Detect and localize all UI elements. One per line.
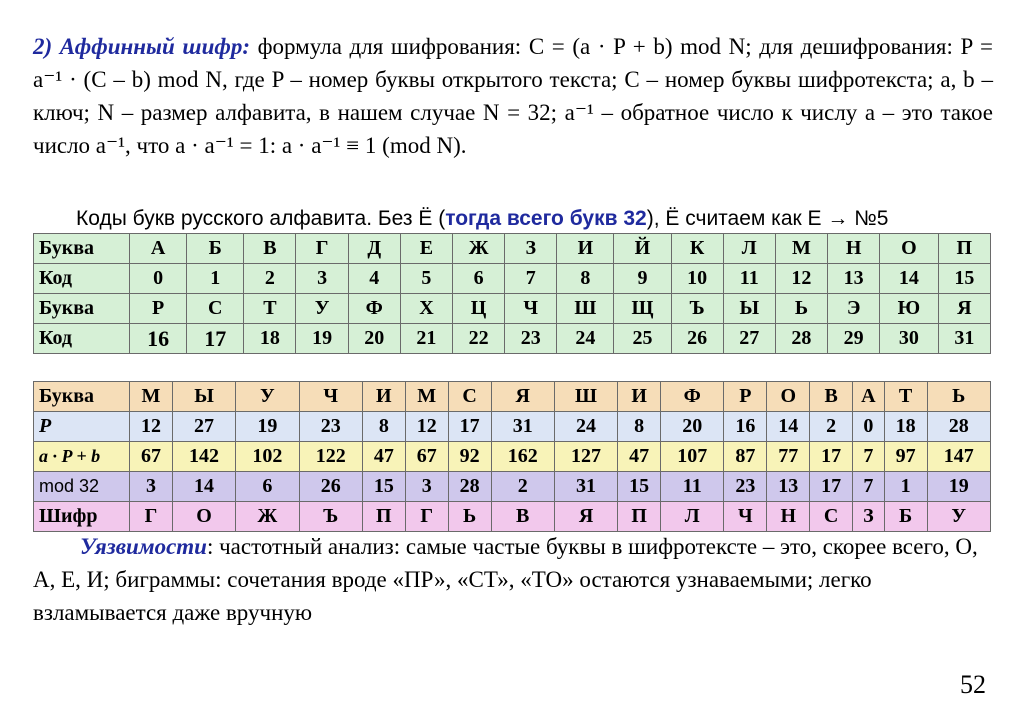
alphabet_table-cell: Б: [187, 234, 244, 264]
example_table-cell: И: [618, 382, 661, 412]
example_table-cell: 27: [172, 412, 235, 442]
caption-before: Коды букв русского алфавита. Без Ё (: [76, 207, 446, 230]
alphabet_table-cell: 27: [723, 324, 775, 354]
example_table-cell: Ъ: [299, 502, 362, 532]
alphabet_table-cell: 24: [557, 324, 614, 354]
example_table-cell: В: [810, 382, 853, 412]
example_table-cell: Ч: [299, 382, 362, 412]
example_table-cell: 28: [927, 412, 990, 442]
example_table-cell: 23: [724, 472, 767, 502]
example_table-cell: 7: [853, 472, 885, 502]
example_table-cell: Т: [884, 382, 927, 412]
example_table-cell: 15: [618, 472, 661, 502]
alphabet_table-cell: 14: [880, 264, 938, 294]
alphabet_table-cell: Г: [296, 234, 348, 264]
example_table-cell: 17: [810, 442, 853, 472]
example_table-cell: 2: [810, 412, 853, 442]
alphabet_table-cell: А: [130, 234, 187, 264]
alphabet-caption: [76, 205, 888, 233]
example_table-cell: 0: [853, 412, 885, 442]
example_table-cell: 19: [236, 412, 299, 442]
alphabet_table-cell: Я: [938, 294, 990, 324]
alphabet_table-cell: 13: [828, 264, 880, 294]
alphabet_table-cell: 5: [400, 264, 452, 294]
example_table-cell: И: [362, 382, 405, 412]
example_table-cell: Ш: [554, 382, 617, 412]
example_table-cell: 127: [554, 442, 617, 472]
example_table-cell: 77: [767, 442, 810, 472]
example_table-row: [34, 412, 991, 442]
vulnerabilities-text: : частотный анализ: самые частые буквы в шифротексте – это, скорее всего, О, А, Е, И; биграммы: сочетания вроде «ПР», «СТ», «ТО» остаются узнаваемыми; легко взламывается даже вручную: [33, 534, 978, 625]
alphabet_table-cell: 16: [130, 324, 187, 354]
alphabet_table-cell: М: [775, 234, 827, 264]
example_table-cell: 97: [884, 442, 927, 472]
alphabet_table-cell: Ю: [880, 294, 938, 324]
example_table-cell: 6: [236, 472, 299, 502]
example_table-cell: 18: [884, 412, 927, 442]
alphabet_table-cell: Щ: [614, 294, 671, 324]
example_table-row-label: mod 32: [34, 472, 130, 502]
alphabet_table-cell: Й: [614, 234, 671, 264]
example_table-cell: 15: [362, 472, 405, 502]
example_table-cell: У: [927, 502, 990, 532]
alphabet_table-cell: 22: [453, 324, 505, 354]
alphabet_table-cell: 15: [938, 264, 990, 294]
example_table-cell: 31: [554, 472, 617, 502]
example_table-cell: 142: [172, 442, 235, 472]
example_table-cell: 92: [448, 442, 491, 472]
example_table-cell: С: [810, 502, 853, 532]
example_table-cell: 107: [661, 442, 724, 472]
example_table-cell: 16: [724, 412, 767, 442]
example_table-cell: 14: [172, 472, 235, 502]
vulnerabilities-paragraph: [33, 530, 993, 629]
alphabet_table-cell: К: [671, 234, 723, 264]
alphabet_table-cell: 19: [296, 324, 348, 354]
example_table-cell: 31: [491, 412, 554, 442]
alphabet_table-cell: 11: [723, 264, 775, 294]
example_table-cell: 162: [491, 442, 554, 472]
example_table-cell: 1: [884, 472, 927, 502]
alphabet_table-cell: Н: [828, 234, 880, 264]
alphabet_table-cell: 31: [938, 324, 990, 354]
example_table-cell: Я: [554, 502, 617, 532]
example_table-cell: Ы: [172, 382, 235, 412]
caption-after: ), Ё считаем как Е → №5: [646, 207, 889, 230]
example_table-cell: Ф: [661, 382, 724, 412]
example_table-row-label: Шифр: [34, 502, 130, 532]
alphabet_table-row-label: Буква: [34, 234, 130, 264]
example_table-cell: 7: [853, 442, 885, 472]
alphabet_table-cell: 29: [828, 324, 880, 354]
alphabet_table-cell: 1: [187, 264, 244, 294]
alphabet_table-row-label: Код: [34, 324, 130, 354]
example_table-cell: Ч: [724, 502, 767, 532]
alphabet_table-cell: 9: [614, 264, 671, 294]
alphabet_table-row-label: Код: [34, 264, 130, 294]
alphabet_table-cell: 6: [453, 264, 505, 294]
example_table-cell: 3: [130, 472, 173, 502]
example_table-cell: 28: [448, 472, 491, 502]
alphabet_table-cell: И: [557, 234, 614, 264]
alphabet_table-row-label: Буква: [34, 294, 130, 324]
example_table-cell: Я: [491, 382, 554, 412]
intro-text: формула для шифрования: C = (a · P + b) mod N; для дешифрования: P = a⁻¹ · (C – b) mod N, где P – номер буквы открытого текста; C – номер буквы шифротекста; a, b – ключ; N – размер алфавита, в нашем случае N = 32; a⁻¹ – обратное число к числу a – это такое число a⁻¹, что a · a⁻¹ = 1: a · a⁻¹ ≡ 1 (mod N).: [33, 34, 994, 158]
example_table-cell: 13: [767, 472, 810, 502]
example_table-cell: Б: [884, 502, 927, 532]
example_table-cell: Ь: [448, 502, 491, 532]
example_table-cell: 24: [554, 412, 617, 442]
example_table-cell: О: [172, 502, 235, 532]
alphabet_table-cell: 2: [244, 264, 296, 294]
example_table-row: [34, 502, 991, 532]
alphabet_table-cell: У: [296, 294, 348, 324]
example_table-cell: М: [405, 382, 448, 412]
example_table-cell: 67: [130, 442, 173, 472]
example_table-cell: Н: [767, 502, 810, 532]
alphabet_table-row: [34, 324, 991, 354]
example_table-cell: Р: [724, 382, 767, 412]
example_table-cell: 47: [362, 442, 405, 472]
example_table-cell: 20: [661, 412, 724, 442]
alphabet_table-cell: Ц: [453, 294, 505, 324]
example_table-cell: 67: [405, 442, 448, 472]
alphabet_table-cell: Ф: [348, 294, 400, 324]
example_table-row-label: Буква: [34, 382, 130, 412]
example_table-cell: 12: [130, 412, 173, 442]
example_table-cell: У: [236, 382, 299, 412]
alphabet_table-cell: Т: [244, 294, 296, 324]
alphabet_table-cell: О: [880, 234, 938, 264]
example_table-cell: 11: [661, 472, 724, 502]
alphabet_table-cell: Ы: [723, 294, 775, 324]
alphabet_table-cell: Е: [400, 234, 452, 264]
example_table-cell: 122: [299, 442, 362, 472]
alphabet_table-cell: З: [505, 234, 557, 264]
example_table-cell: Л: [661, 502, 724, 532]
alphabet_table-cell: Л: [723, 234, 775, 264]
alphabet_table-cell: 12: [775, 264, 827, 294]
example_table-cell: П: [362, 502, 405, 532]
example_table-cell: М: [130, 382, 173, 412]
example_table-row: [34, 472, 991, 502]
example_table-cell: 23: [299, 412, 362, 442]
alphabet_table-cell: 7: [505, 264, 557, 294]
alphabet_table-cell: Р: [130, 294, 187, 324]
example_table-cell: Ж: [236, 502, 299, 532]
alphabet_table-cell: 10: [671, 264, 723, 294]
alphabet_table-cell: П: [938, 234, 990, 264]
alphabet_table-cell: 8: [557, 264, 614, 294]
alphabet_table-cell: 30: [880, 324, 938, 354]
alphabet_table-cell: 3: [296, 264, 348, 294]
alphabet_table-row: [34, 264, 991, 294]
example_table-cell: В: [491, 502, 554, 532]
intro-label: 2) Аффинный шифр:: [33, 34, 250, 59]
example_table-cell: 47: [618, 442, 661, 472]
page-number: 52: [960, 670, 986, 699]
intro-paragraph: [33, 30, 993, 162]
alphabet_table-cell: 25: [614, 324, 671, 354]
example-table: [33, 381, 991, 532]
example_table-cell: 17: [810, 472, 853, 502]
example_table-cell: 3: [405, 472, 448, 502]
example_table-cell: С: [448, 382, 491, 412]
alphabet_table-cell: Д: [348, 234, 400, 264]
alphabet_table-cell: Ш: [557, 294, 614, 324]
alphabet_table-cell: 28: [775, 324, 827, 354]
example_table-row-label: P: [34, 412, 130, 442]
alphabet_table-cell: Х: [400, 294, 452, 324]
alphabet_table-cell: Э: [828, 294, 880, 324]
example_table-cell: 19: [927, 472, 990, 502]
example_table-row-label: a · P + b: [34, 442, 130, 472]
example_table-row: [34, 382, 991, 412]
example_table-cell: 2: [491, 472, 554, 502]
alphabet_table-cell: 18: [244, 324, 296, 354]
alphabet_table-cell: Ъ: [671, 294, 723, 324]
example_table-cell: 8: [362, 412, 405, 442]
alphabet_table-cell: 21: [400, 324, 452, 354]
caption-bold: тогда всего букв 32: [445, 207, 647, 230]
alphabet_table-cell: 20: [348, 324, 400, 354]
alphabet_table-cell: 26: [671, 324, 723, 354]
example_table-cell: О: [767, 382, 810, 412]
example_table-row: [34, 442, 991, 472]
alphabet_table-cell: 23: [505, 324, 557, 354]
example_table-cell: З: [853, 502, 885, 532]
alphabet_table-row: [34, 294, 991, 324]
example_table-cell: 26: [299, 472, 362, 502]
example_table-cell: Г: [130, 502, 173, 532]
alphabet_table-cell: Ч: [505, 294, 557, 324]
example_table-cell: 14: [767, 412, 810, 442]
example_table-cell: 87: [724, 442, 767, 472]
example_table-cell: Г: [405, 502, 448, 532]
alphabet_table-row: [34, 234, 991, 264]
alphabet_table-cell: С: [187, 294, 244, 324]
example_table-cell: 8: [618, 412, 661, 442]
example_table-cell: А: [853, 382, 885, 412]
alphabet_table-cell: 0: [130, 264, 187, 294]
alphabet-table: [33, 233, 991, 354]
example_table-cell: 17: [448, 412, 491, 442]
example_table-cell: 12: [405, 412, 448, 442]
alphabet_table-cell: Ж: [453, 234, 505, 264]
example_table-cell: 147: [927, 442, 990, 472]
vulnerabilities-label: Уязвимости: [80, 534, 207, 559]
example_table-cell: 102: [236, 442, 299, 472]
alphabet_table-cell: В: [244, 234, 296, 264]
example_table-cell: Ь: [927, 382, 990, 412]
alphabet_table-cell: Ь: [775, 294, 827, 324]
alphabet_table-cell: 17: [187, 324, 244, 354]
alphabet_table-cell: 4: [348, 264, 400, 294]
example_table-cell: П: [618, 502, 661, 532]
